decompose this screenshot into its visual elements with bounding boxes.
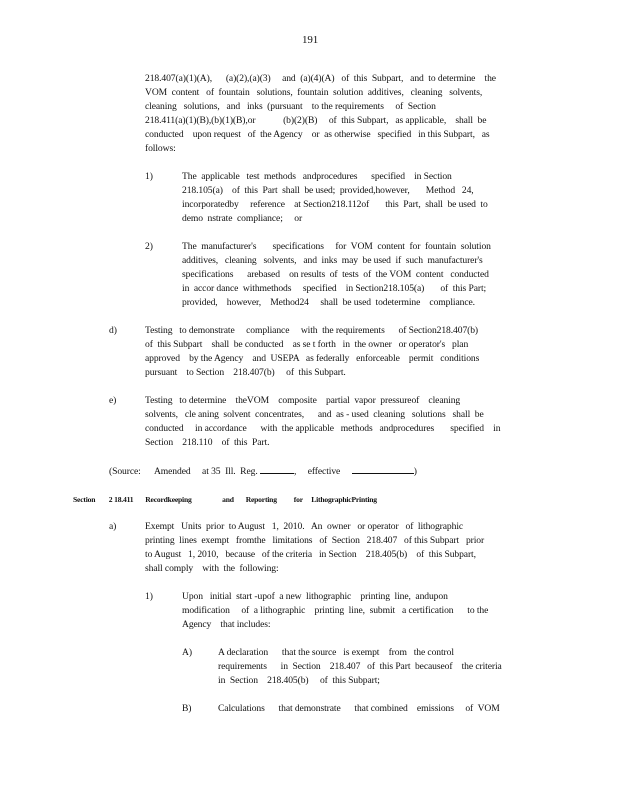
body-line: Exempt Units prior to August 1, 2010. An owner or operator of lithographic (145, 521, 464, 532)
body-line: specifications arebased on results of tests of the VOM content conducted (182, 269, 489, 280)
page-number: 191 (302, 34, 319, 46)
body-line: in Section 218.405(b) of this Subpart; (218, 675, 380, 686)
body-line: Agency that includes: (182, 619, 271, 630)
list-item-marker: e) (109, 395, 117, 406)
body-line: incorporatedby reference at Section218.112of this Part, shall be used to (182, 199, 488, 210)
body-line: provided, however, Method24 shall be used todetermine compliance. (182, 297, 475, 308)
body-line: VOM content of fountain solutions, fountain solution additives, cleaning solvents, (145, 87, 483, 98)
body-line: shall comply with the following: (145, 563, 279, 574)
date-blank (260, 464, 294, 474)
list-item-marker: 1) (145, 591, 153, 602)
body-line: additives, cleaning solvents, and inks may be used if such manufacturer's (182, 255, 483, 266)
list-item-marker: a) (109, 521, 117, 532)
body-line: 218.105(a) of this Part shall be used; provided,however, Method 24, (182, 185, 474, 196)
body-line: A declaration that the source is exempt from the control (218, 647, 454, 658)
body-line: 218.411(a)(1)(B),(b)(1)(B),or (b)(2)(B) of this Subpart, as applicable, shall be (145, 115, 487, 126)
body-line: Testing to determine theVOM composite partial vapor pressureof cleaning (145, 395, 461, 406)
body-line: solvents, cle aning solvent concentrates, and as - used cleaning solutions shall be (145, 409, 484, 420)
body-line: Testing to demonstrate compliance with the requirements of Section218.407(b) (145, 325, 479, 336)
list-item-marker: d) (109, 325, 117, 336)
body-line: modification of a lithographic printing line, submit a certification to the (182, 605, 489, 616)
body-line: pursuant to Section 218.407(b) of this Subpart. (145, 367, 346, 378)
body-line: conducted in accordance with the applicable methods andprocedures specified in (145, 423, 501, 434)
body-line: follows: (145, 143, 176, 154)
body-line: to August 1, 2010, because of the criteria in Section 218.405(b) of this Subpart, (145, 549, 476, 560)
body-line: The manufacturer's specifications for VOM content for fountain solution (182, 241, 491, 252)
body-line: Calculations that demonstrate that combined emissions of VOM (218, 703, 500, 714)
section-heading: Section 2 18.411 Recordkeeping and Reporting for LithographicPrinting (73, 495, 377, 504)
body-line: demo nstrate compliance; or (182, 213, 303, 224)
date-blank (352, 464, 414, 474)
list-item-marker: A) (182, 647, 192, 658)
body-line: conducted upon request of the Agency or as otherwise specified in this Subpart, as (145, 129, 490, 140)
body-line: approved by the Agency and USEPA as federally enforceable permit conditions (145, 353, 480, 364)
body-line: 218.407(a)(1)(A), (a)(2),(a)(3) and (a)(4)(A) of this Subpart, and to determine the (145, 73, 496, 84)
body-line: The applicable test methods andprocedures specified in Section (182, 171, 452, 182)
body-line: Section 218.110 of this Part. (145, 437, 270, 448)
body-line: Upon initial start -upof a new lithographic printing line, andupon (182, 591, 448, 602)
source-note: (Source: Amended at 35 Ill. Reg. , effective ) (109, 466, 417, 477)
body-line: cleaning solutions, and inks (pursuant to the requirements of Section (145, 101, 436, 112)
body-line: in accor dance withmethods specified in Section218.105(a) of this Part; (182, 283, 487, 294)
body-line: of this Subpart shall be conducted as se t forth in the owner or operator's plan (145, 339, 469, 350)
body-line: requirements in Section 218.407 of this Part becauseof the criteria (218, 661, 502, 672)
list-item-marker: B) (182, 703, 192, 714)
list-item-marker: 1) (145, 171, 153, 182)
list-item-marker: 2) (145, 241, 153, 252)
body-line: printing lines exempt fromthe limitations of Section 218.407 of this Subpart prior (145, 535, 485, 546)
